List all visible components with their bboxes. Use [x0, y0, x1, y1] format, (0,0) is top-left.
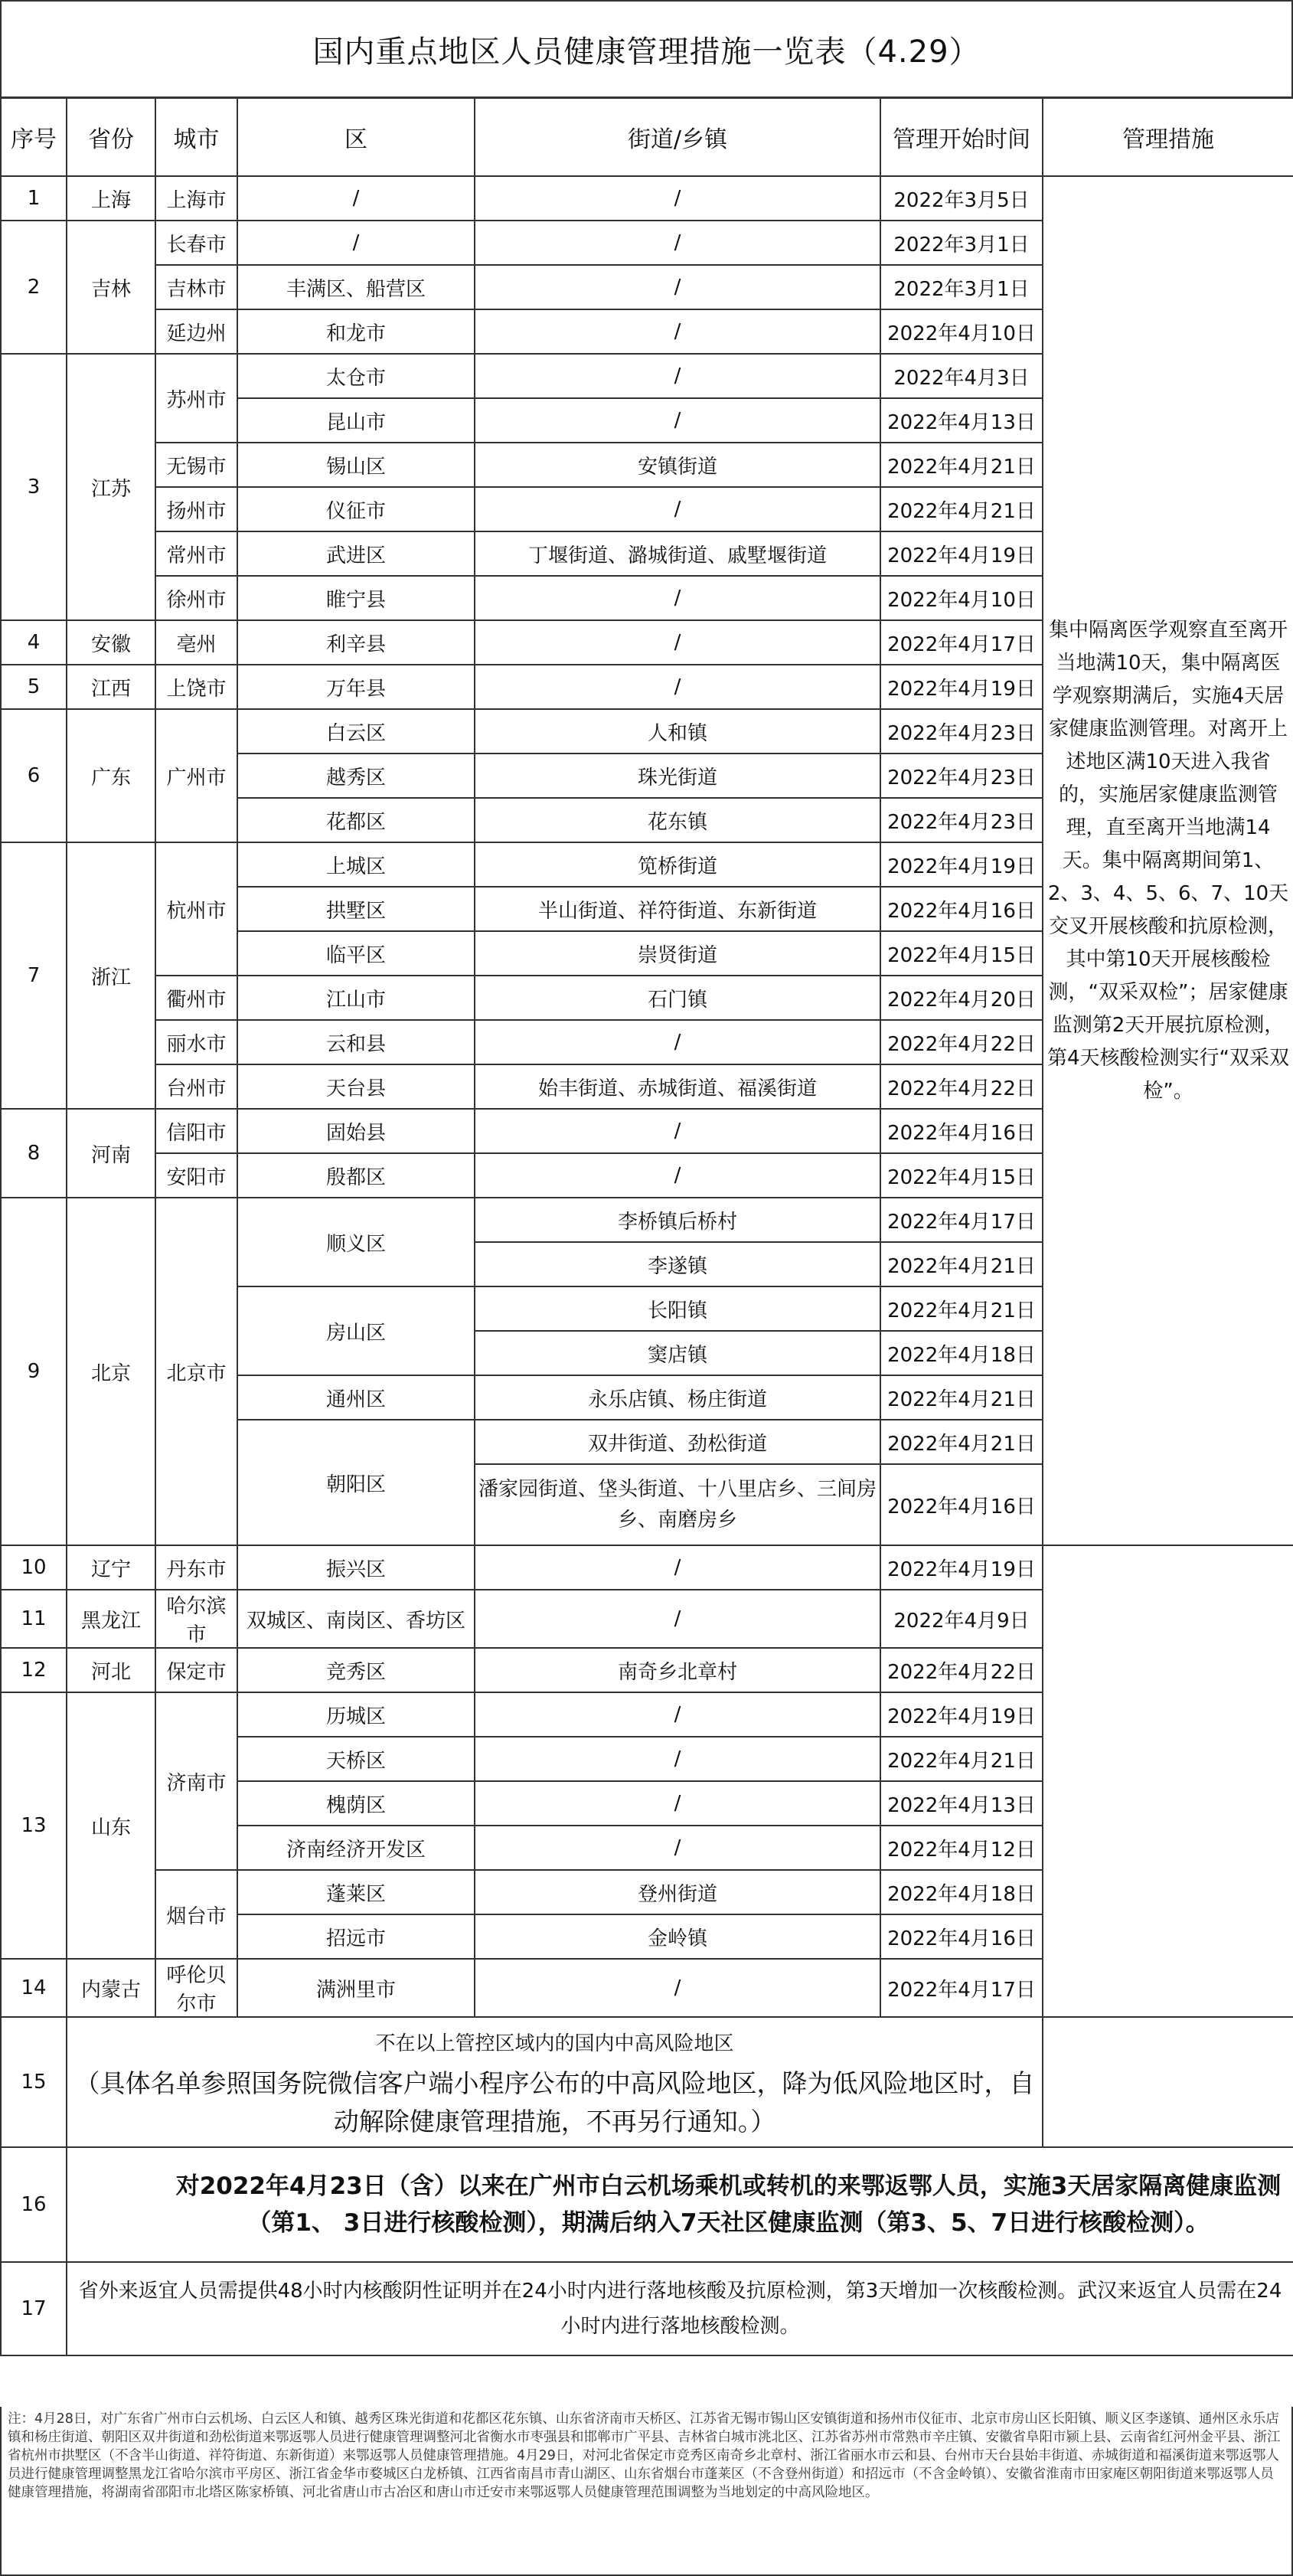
date-cell: 2022年4月10日 — [880, 576, 1043, 620]
street-cell: / — [475, 1545, 880, 1590]
district-cell: 济南经济开发区 — [237, 1826, 475, 1870]
header-province: 省份 — [67, 98, 155, 176]
district-cell: 历城区 — [237, 1692, 475, 1737]
street-cell: / — [475, 398, 880, 443]
date-cell: 2022年4月19日 — [880, 1692, 1043, 1737]
province-cell: 广东 — [67, 709, 155, 842]
city-cell: 保定市 — [155, 1648, 237, 1692]
district-cell: 睢宁县 — [237, 576, 475, 620]
row-no: 15 — [1, 2017, 67, 2147]
street-cell: / — [475, 1826, 880, 1870]
row-no: 10 — [1, 1545, 67, 1590]
date-cell: 2022年4月9日 — [880, 1590, 1043, 1648]
province-cell: 江西 — [67, 665, 155, 709]
date-cell: 2022年4月16日 — [880, 1109, 1043, 1153]
district-cell: / — [237, 221, 475, 265]
city-cell: 长春市 — [155, 221, 237, 265]
header-start-date: 管理开始时间 — [880, 98, 1043, 176]
header-city: 城市 — [155, 98, 237, 176]
row-no: 3 — [1, 354, 67, 620]
province-cell: 安徽 — [67, 620, 155, 665]
street-cell: 李遂镇 — [475, 1242, 880, 1286]
date-cell: 2022年4月10日 — [880, 309, 1043, 354]
measures-blank-cell — [1043, 1545, 1293, 2017]
street-cell: / — [475, 1692, 880, 1737]
city-cell: 济南市 — [155, 1692, 237, 1870]
street-cell: 登州街道 — [475, 1870, 880, 1914]
date-cell: 2022年4月13日 — [880, 398, 1043, 443]
street-cell: 花东镇 — [475, 798, 880, 842]
row-no: 13 — [1, 1692, 67, 1959]
district-cell: 天台县 — [237, 1064, 475, 1109]
row-no: 4 — [1, 620, 67, 665]
city-cell: 哈尔滨市 — [155, 1590, 237, 1648]
row-no: 11 — [1, 1590, 67, 1648]
city-cell: 亳州 — [155, 620, 237, 665]
date-cell: 2022年3月5日 — [880, 176, 1043, 221]
street-cell: / — [475, 1781, 880, 1826]
date-cell: 2022年4月21日 — [880, 1286, 1043, 1331]
city-cell: 北京市 — [155, 1198, 237, 1545]
date-cell: 2022年4月17日 — [880, 620, 1043, 665]
city-cell: 台州市 — [155, 1064, 237, 1109]
date-cell: 2022年4月3日 — [880, 354, 1043, 398]
date-cell: 2022年4月12日 — [880, 1826, 1043, 1870]
date-cell: 2022年4月21日 — [880, 487, 1043, 531]
street-cell: / — [475, 1109, 880, 1153]
high-risk-cell — [67, 2017, 1043, 2147]
district-cell: 白云区 — [237, 709, 475, 754]
province-cell: 河南 — [67, 1109, 155, 1198]
city-cell: 徐州市 — [155, 576, 237, 620]
district-cell: 顺义区 — [237, 1198, 475, 1286]
date-cell: 2022年4月19日 — [880, 1545, 1043, 1590]
city-cell: 衢州市 — [155, 976, 237, 1020]
province-cell: 黑龙江 — [67, 1590, 155, 1648]
city-cell: 烟台市 — [155, 1870, 237, 1959]
table-row — [1, 2147, 1293, 2262]
street-cell: / — [475, 1959, 880, 2017]
city-cell: 杭州市 — [155, 842, 237, 976]
city-cell: 信阳市 — [155, 1109, 237, 1153]
district-cell: 竞秀区 — [237, 1648, 475, 1692]
header-row — [1, 98, 1293, 176]
date-cell: 2022年4月15日 — [880, 931, 1043, 976]
date-cell: 2022年4月19日 — [880, 842, 1043, 887]
date-cell: 2022年4月19日 — [880, 665, 1043, 709]
city-cell: 延边州 — [155, 309, 237, 354]
street-cell: / — [475, 309, 880, 354]
table-row — [1, 2262, 1293, 2355]
street-cell: 潘家园街道、垡头街道、十八里店乡、三间房乡、南磨房乡 — [475, 1464, 880, 1545]
district-cell: 和龙市 — [237, 309, 475, 354]
date-cell: 2022年4月23日 — [880, 709, 1043, 754]
date-cell: 2022年4月19日 — [880, 531, 1043, 576]
district-cell: 武进区 — [237, 531, 475, 576]
district-cell: 固始县 — [237, 1109, 475, 1153]
date-cell: 2022年4月21日 — [880, 1375, 1043, 1420]
street-cell: 金岭镇 — [475, 1914, 880, 1959]
row-no: 1 — [1, 176, 67, 221]
province-cell: 河北 — [67, 1648, 155, 1692]
district-cell: 临平区 — [237, 931, 475, 976]
table-row — [1, 1545, 1293, 1590]
row-no: 7 — [1, 842, 67, 1109]
row-no: 14 — [1, 1959, 67, 2017]
header-measures: 管理措施 — [1043, 98, 1293, 176]
measures-cell: 集中隔离医学观察直至离开当地满10天，集中隔离医学观察期满后，实施4天居家健康监测管理。对离开上述地区满10天进入我省的，实施居家健康监测管理，直至离开当地满14天。集中隔离期间第1、2、3、4、5、6、7、10天交叉开展核酸和抗原检测，其中第10天开展核酸检测，“双采双检”；居家健康监测第2天开展抗原检测，第4天核酸检测实行“双采双检”。 — [1043, 176, 1293, 1545]
date-cell: 2022年4月22日 — [880, 1064, 1043, 1109]
street-cell: / — [475, 1153, 880, 1198]
date-cell: 2022年4月15日 — [880, 1153, 1043, 1198]
city-cell: 丽水市 — [155, 1020, 237, 1064]
date-cell: 2022年4月18日 — [880, 1331, 1043, 1375]
date-cell: 2022年4月16日 — [880, 1464, 1043, 1545]
date-cell: 2022年4月23日 — [880, 754, 1043, 798]
street-cell: / — [475, 354, 880, 398]
row-no: 5 — [1, 665, 67, 709]
street-cell: 人和镇 — [475, 709, 880, 754]
table-row — [1, 176, 1293, 221]
street-cell: / — [475, 620, 880, 665]
street-cell: 石门镇 — [475, 976, 880, 1020]
date-cell: 2022年4月16日 — [880, 887, 1043, 931]
district-cell: 双城区、南岗区、香坊区 — [237, 1590, 475, 1648]
street-cell: 双井街道、劲松街道 — [475, 1420, 880, 1464]
district-cell: 房山区 — [237, 1286, 475, 1375]
high-risk-title: 不在以上管控区域内的国内中高风险地区 — [375, 2032, 734, 2055]
header-district: 区 — [237, 98, 475, 176]
city-cell: 吉林市 — [155, 265, 237, 309]
row-no: 8 — [1, 1109, 67, 1198]
street-cell: / — [475, 1737, 880, 1781]
province-cell: 吉林 — [67, 221, 155, 354]
date-cell: 2022年4月13日 — [880, 1781, 1043, 1826]
province-cell: 浙江 — [67, 842, 155, 1109]
district-cell: 振兴区 — [237, 1545, 475, 1590]
date-cell: 2022年4月20日 — [880, 976, 1043, 1020]
guangzhou-airport-note: 对2022年4月23日（含）以来在广州市白云机场乘机或转机的来鄂返鄂人员，实施3天居家隔离健康监测（第1、 3日进行核酸检测），期满后纳入7天社区健康监测（第3、5、7日进行核酸检测）。 — [67, 2147, 1293, 2262]
city-cell: 广州市 — [155, 709, 237, 842]
street-cell: 窦店镇 — [475, 1331, 880, 1375]
row-no: 6 — [1, 709, 67, 842]
table-title: 国内重点地区人员健康管理措施一览表（4.29） — [0, 0, 1293, 98]
city-cell: 安阳市 — [155, 1153, 237, 1198]
row-no: 2 — [1, 221, 67, 354]
district-cell: 万年县 — [237, 665, 475, 709]
street-cell: 南奇乡北章村 — [475, 1648, 880, 1692]
province-cell: 内蒙古 — [67, 1959, 155, 2017]
street-cell: / — [475, 1020, 880, 1064]
date-cell: 2022年4月16日 — [880, 1914, 1043, 1959]
city-cell: 扬州市 — [155, 487, 237, 531]
date-cell: 2022年4月22日 — [880, 1020, 1043, 1064]
city-cell: 苏州市 — [155, 354, 237, 443]
return-yichang-note: 省外来返宜人员需提供48小时内核酸阴性证明并在24小时内进行落地核酸及抗原检测，第3天增加一次核酸检测。武汉来返宜人员需在24小时内进行落地核酸检测。 — [67, 2262, 1293, 2355]
province-cell: 辽宁 — [67, 1545, 155, 1590]
district-cell: 仪征市 — [237, 487, 475, 531]
province-cell: 上海 — [67, 176, 155, 221]
date-cell: 2022年4月23日 — [880, 798, 1043, 842]
footnote: 注：4月28日，对广东省广州市白云机场、白云区人和镇、越秀区珠光街道和花都区花东镇、山东省济南市天桥区、江苏省无锡市锡山区安镇街道和扬州市仪征市、北京市房山区长阳镇、顺义区李遂镇、通州区永乐店镇和杨庄街道、朝阳区双井街道和劲松街道来鄂返鄂人员进行健康管理调整河北省衡水市枣强县和邯郸市广平县、吉林省白城市洮北区、江苏省苏州市常熟市辛庄镇、安徽省阜阳市颍上县、云南省红河州金平县、浙江省杭州市拱墅区（不含半山街道、祥符街道、东新街道）来鄂返鄂人员健康管理措施。4月29日，对河北省保定市竞秀区南奇乡北章村、浙江省丽水市云和县、台州市天台县始丰街道、赤城街道和福溪街道来鄂返鄂人员进行健康管理调整黑龙江省哈尔滨市平房区、浙江省金华市婺城区白龙桥镇、江西省南昌市青山湖区、山东省烟台市蓬莱区（不含登州街道）和招远市（不含金岭镇）、安徽省淮南市田家庵区朝阳街道来鄂返鄂人员健康管理措施，将湖南省邵阳市北塔区陈家桥镇、河北省唐山市古冶区和唐山市迁安市来鄂返鄂人员健康管理范围调整为当地划定的中高风险地区。 — [0, 2407, 1293, 2576]
row-no: 17 — [1, 2262, 67, 2355]
date-cell: 2022年4月18日 — [880, 1870, 1043, 1914]
city-cell: 丹东市 — [155, 1545, 237, 1590]
street-cell: / — [475, 576, 880, 620]
date-cell: 2022年4月22日 — [880, 1648, 1043, 1692]
table-row — [1, 2017, 1293, 2147]
province-cell: 北京 — [67, 1198, 155, 1545]
street-cell: 珠光街道 — [475, 754, 880, 798]
date-cell: 2022年4月21日 — [880, 1420, 1043, 1464]
street-cell: / — [475, 487, 880, 531]
street-cell: 安镇街道 — [475, 443, 880, 487]
date-cell: 2022年4月17日 — [880, 1198, 1043, 1242]
province-cell: 江苏 — [67, 354, 155, 620]
district-cell: 锡山区 — [237, 443, 475, 487]
district-cell: 越秀区 — [237, 754, 475, 798]
district-cell: 太仓市 — [237, 354, 475, 398]
row-no: 12 — [1, 1648, 67, 1692]
district-cell: 昆山市 — [237, 398, 475, 443]
street-cell: / — [475, 265, 880, 309]
district-cell: 槐荫区 — [237, 1781, 475, 1826]
province-cell: 山东 — [67, 1692, 155, 1959]
city-cell: 常州市 — [155, 531, 237, 576]
district-cell: 满洲里市 — [237, 1959, 475, 2017]
district-cell: 利辛县 — [237, 620, 475, 665]
street-cell: / — [475, 665, 880, 709]
street-cell: 崇贤街道 — [475, 931, 880, 976]
district-cell: 招远市 — [237, 1914, 475, 1959]
date-cell: 2022年4月21日 — [880, 1737, 1043, 1781]
district-cell: 花都区 — [237, 798, 475, 842]
district-cell: 拱墅区 — [237, 887, 475, 931]
district-cell: 丰满区、船营区 — [237, 265, 475, 309]
city-cell: 呼伦贝尔市 — [155, 1959, 237, 2017]
city-cell: 无锡市 — [155, 443, 237, 487]
header-street: 街道/乡镇 — [475, 98, 880, 176]
street-cell: 笕桥街道 — [475, 842, 880, 887]
street-cell: / — [475, 221, 880, 265]
row-no: 16 — [1, 2147, 67, 2262]
district-cell: 上城区 — [237, 842, 475, 887]
date-cell: 2022年4月21日 — [880, 443, 1043, 487]
district-cell: 天桥区 — [237, 1737, 475, 1781]
street-cell: / — [475, 176, 880, 221]
street-cell: 半山街道、祥符街道、东新街道 — [475, 887, 880, 931]
date-cell: 2022年4月17日 — [880, 1959, 1043, 2017]
street-cell: 丁堰街道、潞城街道、戚墅堰街道 — [475, 531, 880, 576]
city-cell: 上海市 — [155, 176, 237, 221]
date-cell: 2022年3月1日 — [880, 265, 1043, 309]
district-cell: 殷都区 — [237, 1153, 475, 1198]
district-cell: / — [237, 176, 475, 221]
street-cell: 李桥镇后桥村 — [475, 1198, 880, 1242]
row-no: 9 — [1, 1198, 67, 1545]
city-cell: 上饶市 — [155, 665, 237, 709]
date-cell: 2022年3月1日 — [880, 221, 1043, 265]
district-cell: 云和县 — [237, 1020, 475, 1064]
measures-table — [0, 97, 1293, 2356]
high-risk-note: （具体名单参照国务院微信客户端小程序公布的中高风险地区，降为低风险地区时，自动解除健康管理措施，不再另行通知。） — [74, 2068, 1035, 2136]
street-cell: / — [475, 1590, 880, 1648]
header-no: 序号 — [1, 98, 67, 176]
district-cell: 通州区 — [237, 1375, 475, 1420]
district-cell: 蓬莱区 — [237, 1870, 475, 1914]
date-cell: 2022年4月21日 — [880, 1242, 1043, 1286]
street-cell: 长阳镇 — [475, 1286, 880, 1331]
street-cell: 始丰街道、赤城街道、福溪街道 — [475, 1064, 880, 1109]
district-cell: 朝阳区 — [237, 1420, 475, 1545]
street-cell: 永乐店镇、杨庄街道 — [475, 1375, 880, 1420]
district-cell: 江山市 — [237, 976, 475, 1020]
